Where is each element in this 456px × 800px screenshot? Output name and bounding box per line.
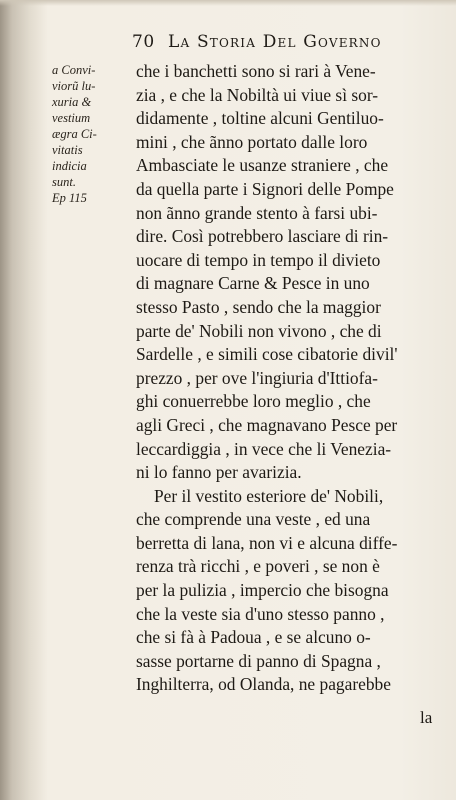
text-line: per la pulizia , impercio che bisogna [136,580,389,601]
text-line: che si fà à Padoua , e se alcuno o- [136,627,371,648]
marginal-note-line: xuria & [52,95,92,109]
text-line: di magnare Carne & Pesce in uno [136,273,370,294]
text-line: che comprende una veste , ed una [136,509,371,530]
gutter-shadow [0,0,48,800]
text-line: prezzo , per ove l'ingiuria d'Ittiofa- [136,367,378,388]
text-line: che la veste sia d'uno stesso panno , [136,603,385,624]
marginal-note-line: sunt. [52,175,76,189]
page-number: 70 [132,32,155,52]
text-line: da quella parte i Signori delle Pompe [136,178,394,199]
marginal-note-line: indicia [52,159,87,173]
text-line: che i banchetti sono si rari à Vene- [136,61,376,81]
text-line: uocare di tempo in tempo il divieto [136,249,381,270]
paragraph-2 [136,485,448,697]
text-line: Per il vestito esteriore de' Nobili, [154,485,384,506]
text-line: sasse portarne di panno di Spagna , [136,650,381,671]
page-header [132,32,432,56]
text-line: non ãnno grande stento à farsi ubi- [136,202,378,223]
text-line: ghi conuerrebbe loro meglio , che [136,391,371,412]
marginal-note [52,62,130,206]
text-line: Inghilterra, od Olanda, ne pagarebbe [136,674,391,695]
text-line: leccardiggia , in vece che li Venezia- [136,438,392,459]
marginal-note-line: ægra Ci- [52,127,97,141]
text-line: renza trà ricchi , e poveri , se non è [136,556,380,577]
catchword: la [420,708,433,727]
marginal-note-line: Ep 115 [52,191,87,205]
marginal-note-line: a Convi- [52,63,96,77]
text-line: stesso Pasto , sendo che la maggior [136,296,381,317]
page-top-edge [0,0,456,6]
body-text [136,60,448,697]
text-line: ni lo fanno per avarizia. [136,462,302,483]
text-line: mini , che ãnno portato dalle loro [136,131,368,152]
running-title: La Storia Del Governo [168,32,382,52]
text-line: parte de' Nobili non vivono , che di [136,320,382,341]
marginal-note-line: viorũ lu- [52,79,96,93]
text-line: berretta di lana, non vi e alcuna diffe- [136,532,398,553]
text-line: zia , e che la Nobiltà ui viue sì sor- [136,84,379,105]
text-line: Ambasciate le usanze straniere , che [136,155,389,176]
text-line: didamente , toltine alcuni Gentiluo- [136,108,384,129]
text-line: Sardelle , e simili cose cibatorie divil' [136,344,398,365]
text-line: agli Greci , che magnavano Pesce per [136,414,398,435]
paragraph-1 [136,60,448,485]
marginal-note-line: vitatis [52,143,83,157]
marginal-note-line: vestium [52,111,91,125]
text-line: dire. Così potrebbero lasciare di rin- [136,226,389,247]
